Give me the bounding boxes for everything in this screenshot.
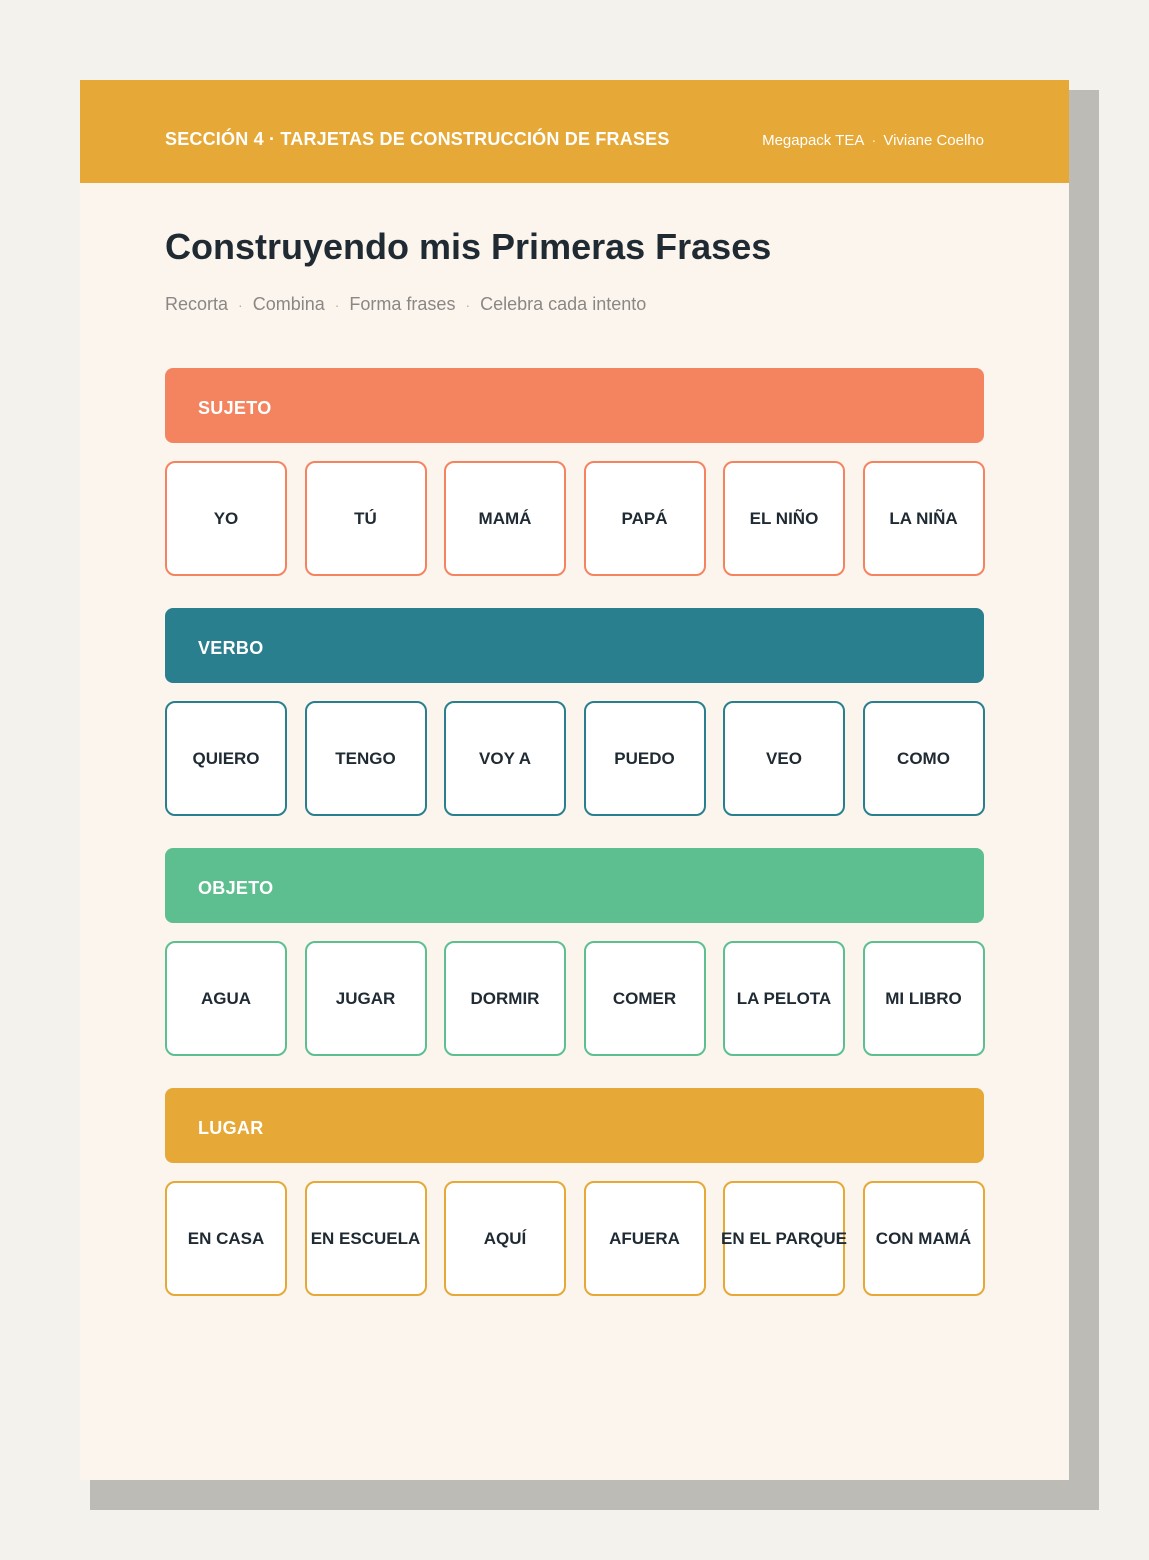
worksheet-page bbox=[80, 80, 1069, 1480]
word-card[interactable]: AFUERA bbox=[584, 1181, 706, 1296]
card-row-subject bbox=[165, 461, 987, 576]
step-separator: · bbox=[238, 297, 243, 313]
word-card[interactable]: EN ESCUELA bbox=[305, 1181, 427, 1296]
step-separator: · bbox=[465, 297, 471, 313]
category-band-verb bbox=[165, 608, 984, 683]
product-name: Megapack TEA bbox=[762, 132, 865, 149]
word-card[interactable]: COMER bbox=[584, 941, 706, 1056]
word-card[interactable]: AQUÍ bbox=[444, 1181, 566, 1296]
word-card[interactable]: EN EL PARQUE bbox=[723, 1181, 845, 1296]
word-card[interactable]: MI LIBRO bbox=[863, 941, 985, 1056]
page-header bbox=[80, 80, 1069, 183]
header-meta bbox=[762, 132, 984, 149]
section-title: SECCIÓN 4 · TARJETAS DE CONSTRUCCIÓN DE FRASES bbox=[165, 129, 670, 149]
word-card[interactable]: PUEDO bbox=[584, 701, 706, 816]
word-card[interactable]: CON MAMÁ bbox=[863, 1181, 985, 1296]
step-item: Forma frases bbox=[349, 294, 456, 314]
word-card[interactable]: QUIERO bbox=[165, 701, 287, 816]
word-card[interactable]: PAPÁ bbox=[584, 461, 706, 576]
meta-separator: · bbox=[871, 132, 877, 149]
word-card[interactable]: TENGO bbox=[305, 701, 427, 816]
card-row-verb bbox=[165, 701, 987, 816]
category-label: LUGAR bbox=[198, 1118, 264, 1138]
category-label: VERBO bbox=[198, 638, 264, 658]
category-band-subject bbox=[165, 368, 984, 443]
word-card[interactable]: DORMIR bbox=[444, 941, 566, 1056]
word-card[interactable]: LA PELOTA bbox=[723, 941, 845, 1056]
word-card[interactable]: COMO bbox=[863, 701, 985, 816]
word-card[interactable]: JUGAR bbox=[305, 941, 427, 1056]
page-title: Construyendo mis Primeras Frases bbox=[165, 226, 772, 267]
card-row-object bbox=[165, 941, 987, 1056]
category-band-place bbox=[165, 1088, 984, 1163]
category-label: OBJETO bbox=[198, 878, 274, 898]
word-card[interactable]: YO bbox=[165, 461, 287, 576]
word-card[interactable]: AGUA bbox=[165, 941, 287, 1056]
word-card[interactable]: VOY A bbox=[444, 701, 566, 816]
step-item: Combina bbox=[252, 294, 325, 314]
word-card[interactable]: MAMÁ bbox=[444, 461, 566, 576]
category-label: SUJETO bbox=[198, 398, 272, 418]
word-card[interactable]: EL NIÑO bbox=[723, 461, 845, 576]
word-card[interactable]: LA NIÑA bbox=[863, 461, 985, 576]
word-card[interactable]: EN CASA bbox=[165, 1181, 287, 1296]
word-card[interactable]: VEO bbox=[723, 701, 845, 816]
step-separator: · bbox=[334, 297, 340, 313]
steps-line bbox=[165, 294, 646, 315]
category-band-object bbox=[165, 848, 984, 923]
step-item: Celebra cada intento bbox=[480, 294, 647, 314]
word-card[interactable]: TÚ bbox=[305, 461, 427, 576]
author-name: Viviane Coelho bbox=[883, 132, 984, 149]
step-item: Recorta bbox=[165, 294, 229, 314]
card-row-place bbox=[165, 1181, 987, 1296]
